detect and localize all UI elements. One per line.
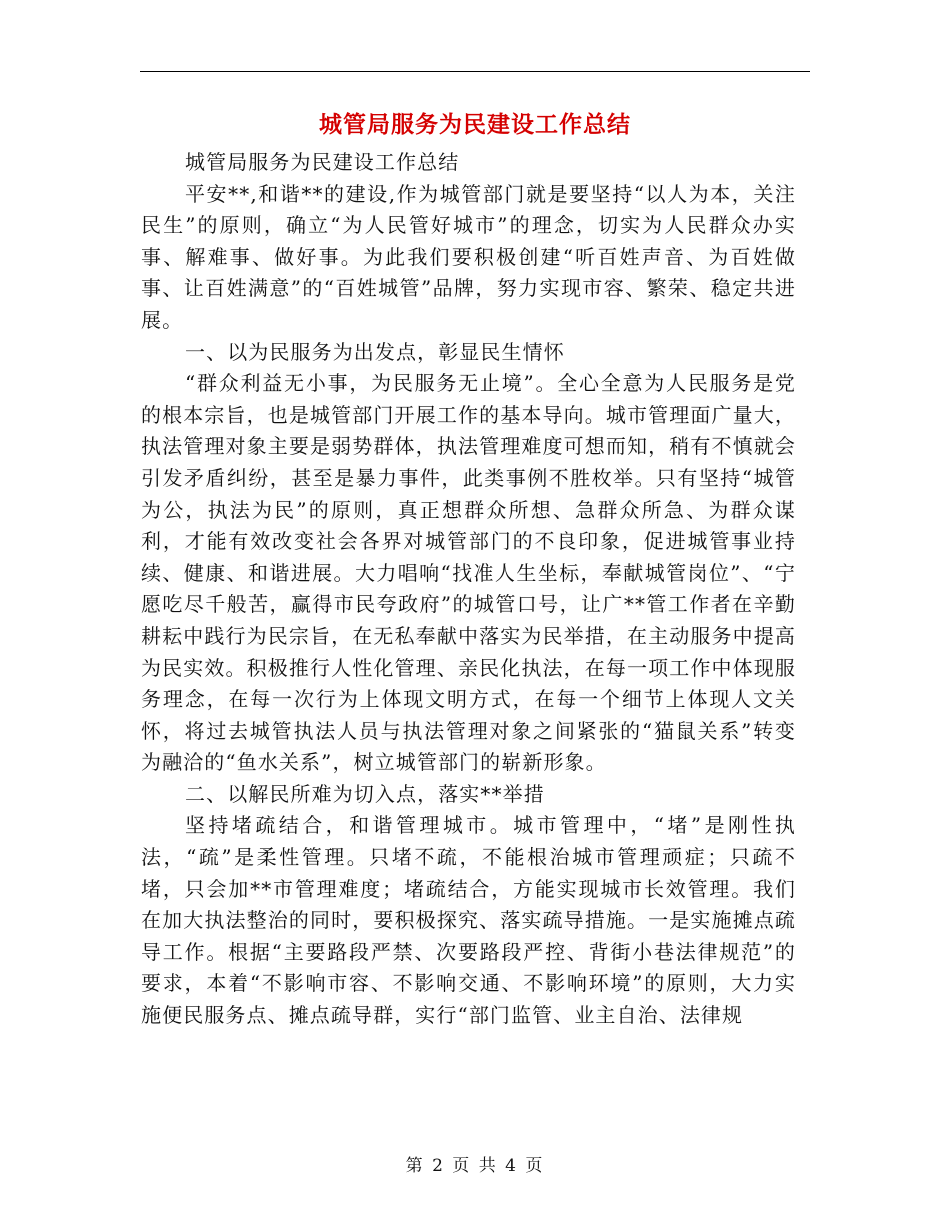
paragraph-subtitle: 城管局服务为民建设工作总结 xyxy=(185,150,460,174)
document-body xyxy=(141,147,796,1032)
page-number: 第 2 页 共 4 页 xyxy=(405,1156,545,1176)
paragraph-section-1: “群众利益无小事，为民服务无止境”。全心全意为人民服务是党的根本宗旨，也是城管部门开展工作的基本导向。城市管理面广量大，执法管理对象主要是弱势群体，执法管理难度可想而知，稍有不慎就会引发矛盾纠纷，甚至是暴力事件，此类事例不胜枚举。只有坚持“城管为公，执法为民”的原则，真正想群众所想、急群众所急、为群众谋利，才能有效改变社会各界对城管部门的不良印象，促进城管事业持续、健康、和谐进展。大力唱响“找准人生坐标，奉献城管岗位”、“宁愿吃尽千般苦，赢得市民夸政府”的城管口号，让广**管工作者在辛勤耕耘中践行为民宗旨，在无私奉献中落实为民举措，在主动服务中提高为民实效。积极推行人性化管理、亲民化执法，在每一项工作中体现服务理念，在每一次行为上体现文明方式，在每一个细节上体现人文关怀，将过去城管执法人员与执法管理对象之间紧张的“猫鼠关系”转变为融洽的“鱼水关系”，树立城管部门的崭新形象。 xyxy=(141,371,796,775)
paragraph-section-2: 坚持堵疏结合，和谐管理城市。城市管理中，“堵”是刚性执法，“疏”是柔性管理。只堵不疏，不能根治城市管理顽症；只疏不堵，只会加**市管理难度；堵疏结合，方能实现城市长效管理。我们在加大执法整治的同时，要积极探究、落实疏导措施。一是实施摊点疏导工作。根据“主要路段严禁、次要路段严控、背街小巷法律规范”的要求，本着“不影响市容、不影响交通、不影响环境”的原则，大力实施便民服务点、摊点疏导群，实行“部门监管、业主自治、法律规 xyxy=(141,813,796,1028)
document-title: 城管局服务为民建设工作总结 xyxy=(319,112,631,138)
section-heading-1: 一、以为民服务为出发点，彰显民生情怀 xyxy=(185,339,565,364)
section-heading-2: 二、以解民所难为切入点，落实**举措 xyxy=(185,781,545,806)
header-rule xyxy=(140,71,810,72)
paragraph-intro: 平安**,和谐**的建设,作为城管部门就是要坚持“以人为本，关注民生”的原则，确立“为人民管好城市”的理念，切实为人民群众办实事、解难事、做好事。为此我们要积极创建“听百姓声音、为百姓做事、让百姓满意”的“百姓城管”品牌，努力实现市容、繁荣、稳定共进展。 xyxy=(141,181,796,332)
